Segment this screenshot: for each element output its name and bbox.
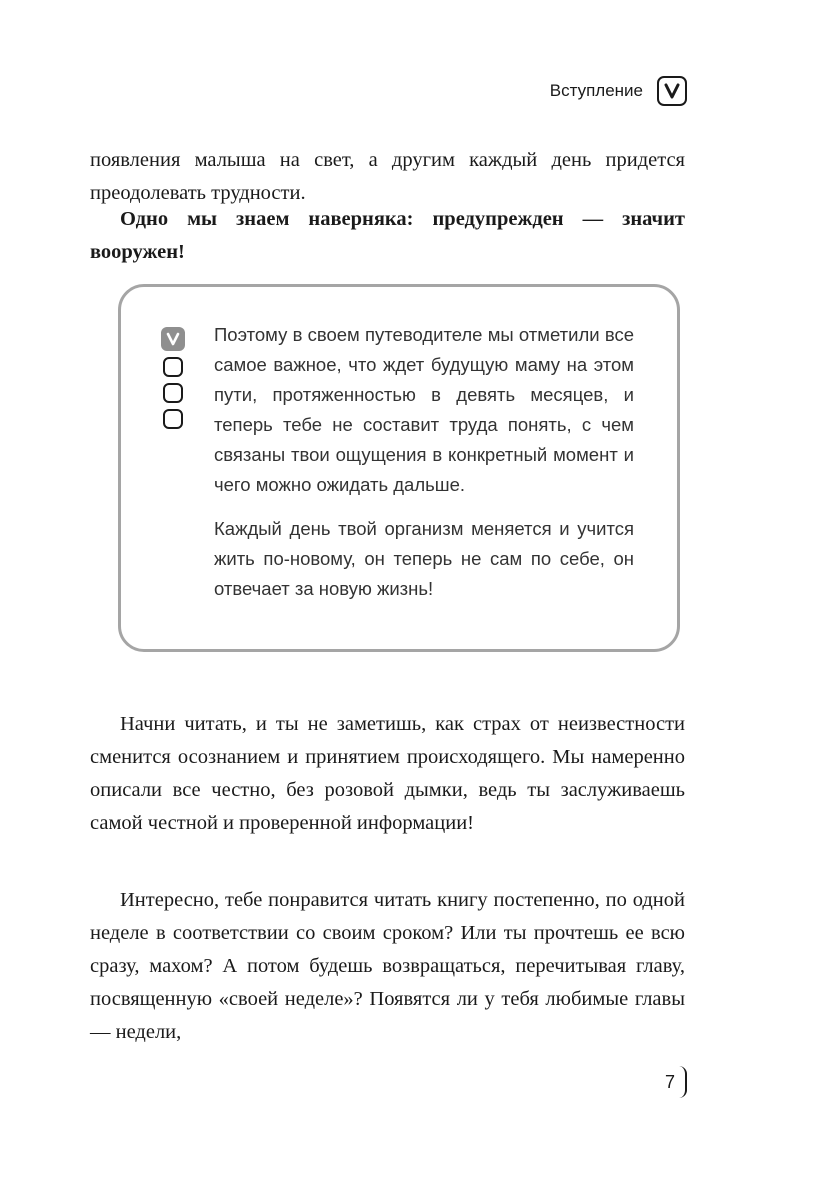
checked-box-icon	[161, 327, 185, 351]
callout-text	[214, 320, 634, 604]
running-header	[550, 76, 687, 106]
paragraph-reading-style: Интересно, тебе понравится читать книгу постепенно, по одной неделе в соответствии со своим сроком? Или ты прочтешь ее всю сразу, махом? А потом будешь возвращаться, перечитывая главу, посвященную «своей неделе»? Появятся ли у тебя любимые главы — недели,	[90, 889, 685, 1043]
paragraph-intro-end: появления малыша на свет, а другим каждый день придется преодолевать трудности.	[90, 149, 685, 204]
empty-box-icon	[163, 357, 183, 377]
callout-box	[118, 284, 680, 652]
callout-paragraph-2: Каждый день твой организм меняется и учится жить по-новому, он теперь не сам по себе, он отвечает за новую жизнь!	[214, 518, 634, 599]
checklist-icons	[161, 327, 185, 429]
empty-box-icon	[163, 383, 183, 403]
checkmark-icon	[657, 76, 687, 106]
paragraph-bold-motto: Одно мы знаем наверняка: предупрежден — значит вооружен!	[90, 208, 685, 263]
paragraph-start-reading: Начни читать, и ты не заметишь, как страх от неизвестности сменится осознанием и принятием происходящего. Мы намеренно описали все честно, без розовой дымки, ведь ты заслуживаешь самой честной и проверенной информации!	[90, 713, 685, 834]
callout-paragraph-1: Поэтому в своем путеводителе мы отметили все самое важное, что ждет будущую маму на этом пути, протяженностью в девять месяцев, и теперь тебе не составит труда понять, с чем связаны твои ощущения в конкретный момент и чего можно ожидать дальше.	[214, 324, 634, 495]
page-number: 7	[655, 1066, 687, 1098]
section-title: Вступление	[549, 81, 643, 100]
empty-box-icon	[163, 409, 183, 429]
